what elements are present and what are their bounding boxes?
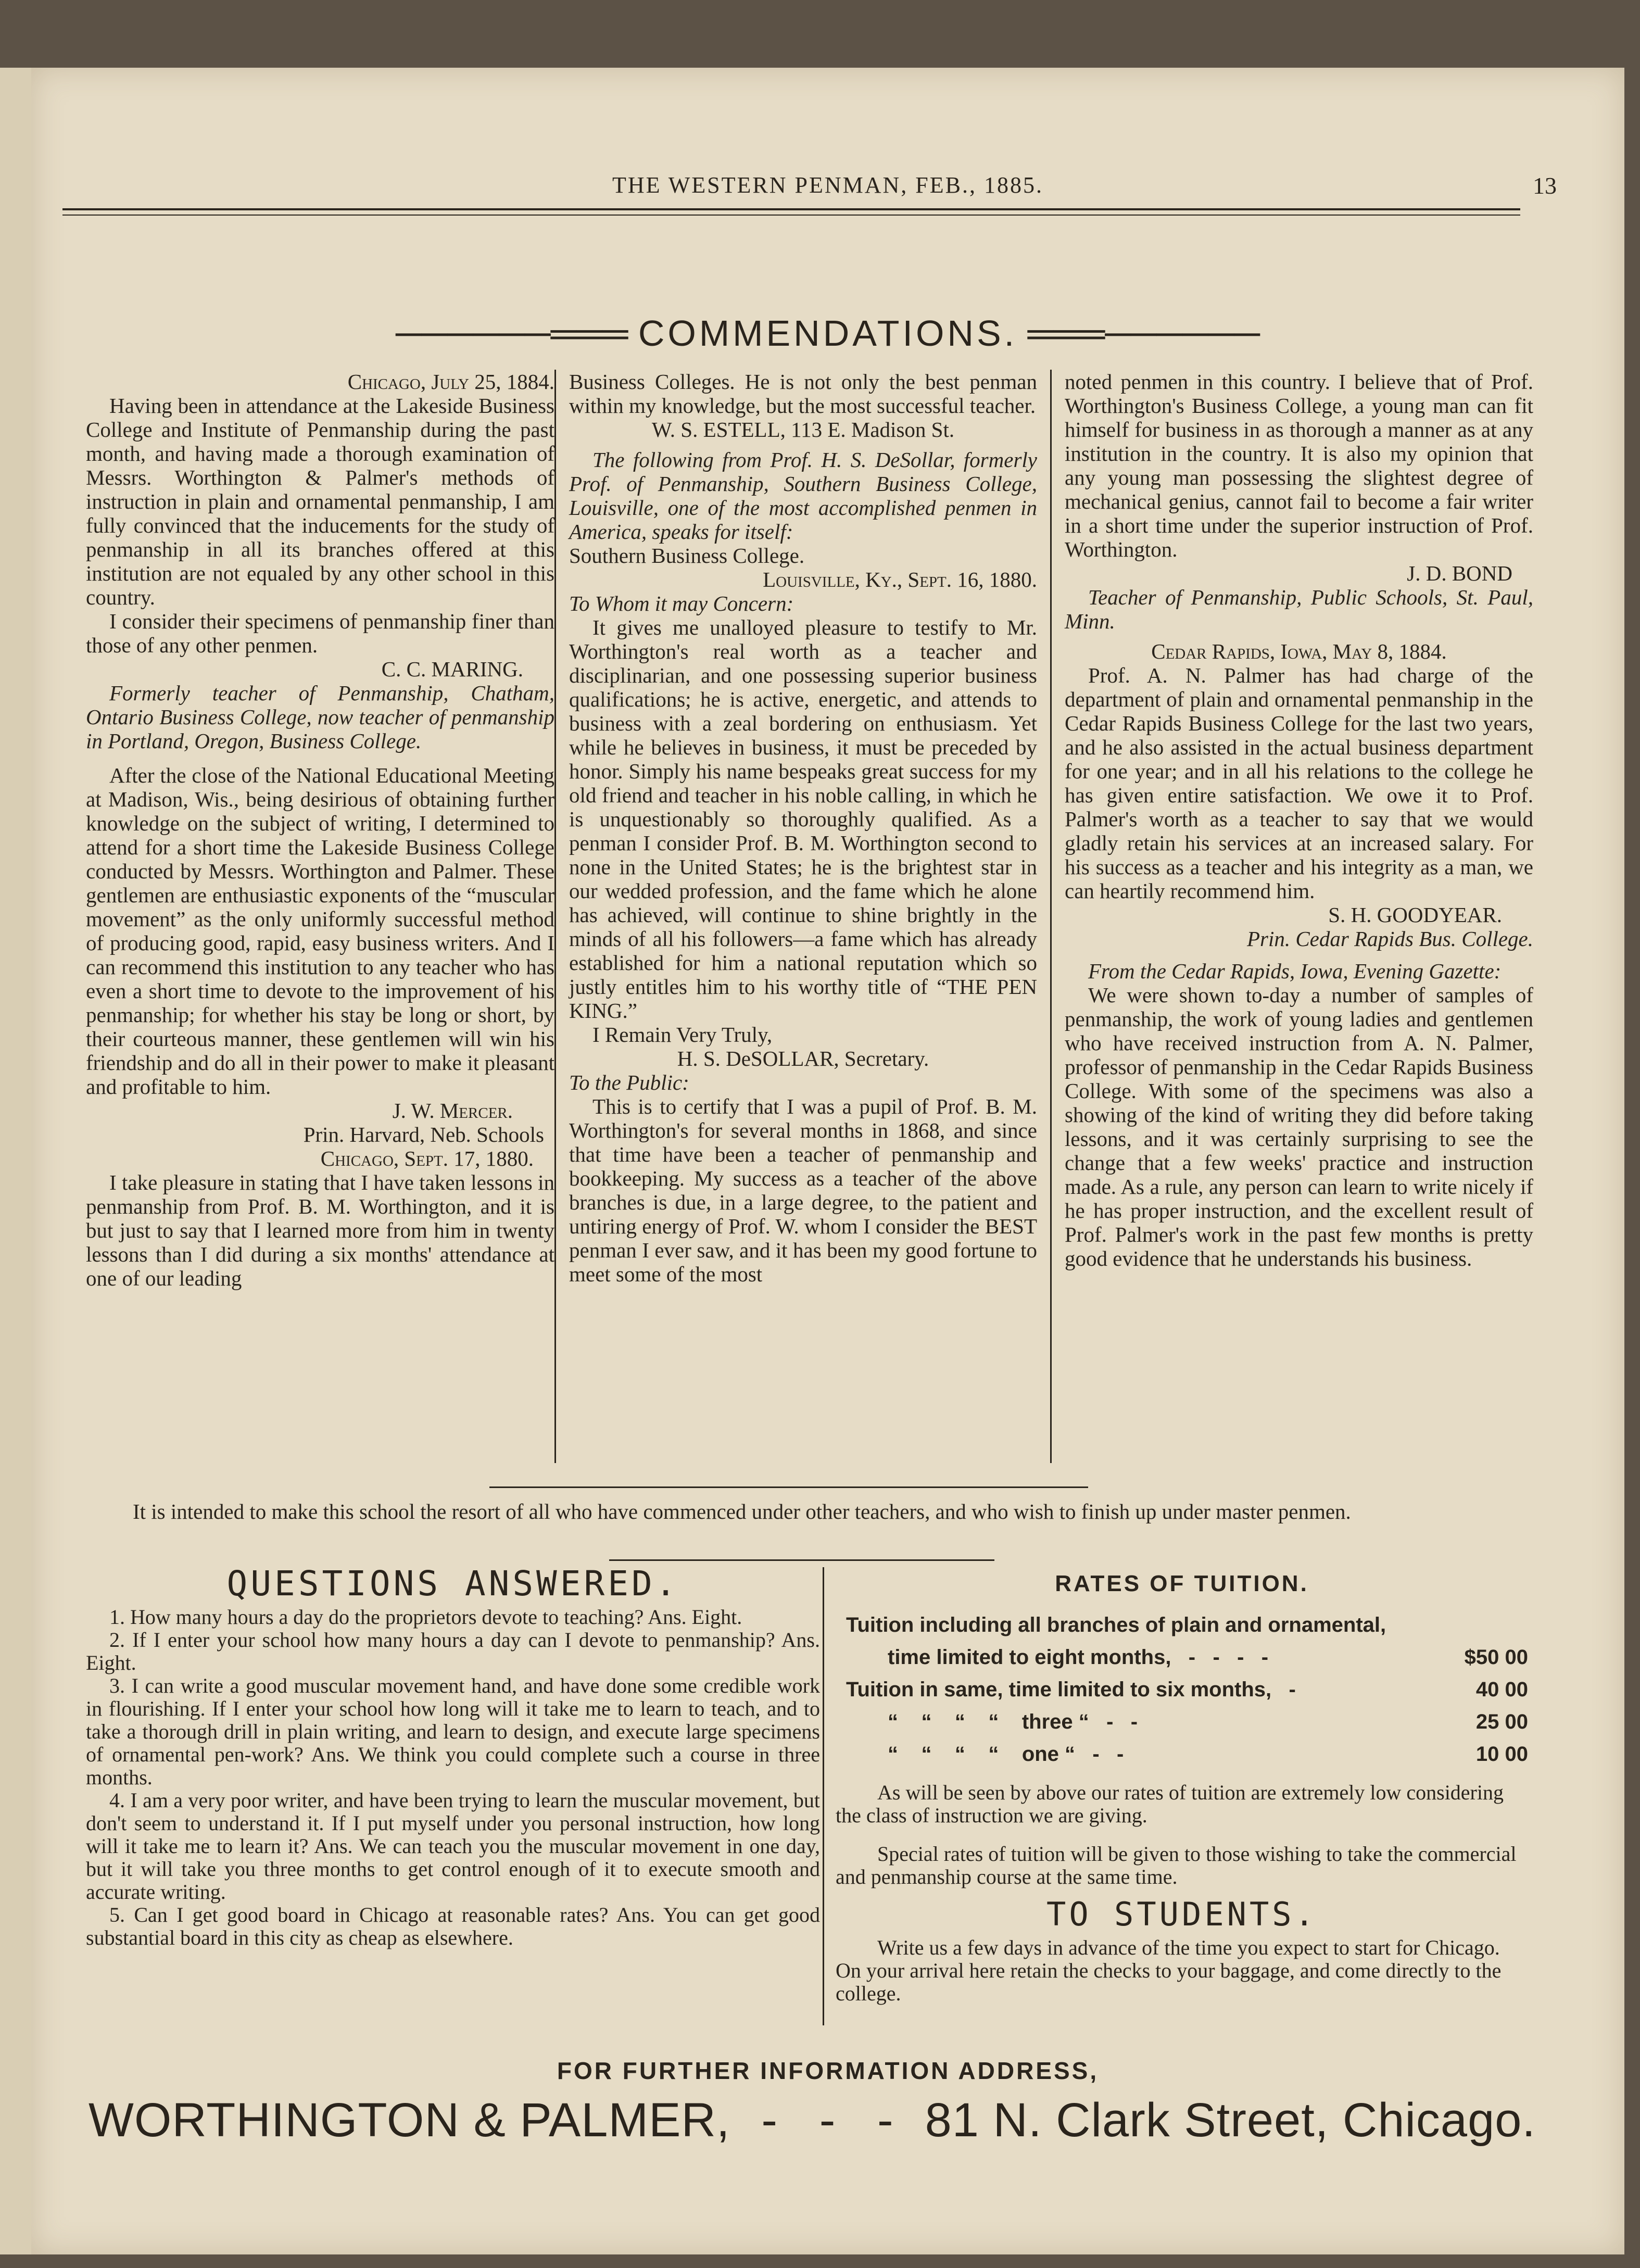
further-info: FOR FURTHER INFORMATION ADDRESS, [557, 2057, 1099, 2084]
column-divider [823, 1567, 824, 2025]
dateline: Chicago, July 25, 1884. [347, 370, 554, 394]
separator [489, 1486, 1088, 1488]
company-name: WORTHINGTON & PALMER, [89, 2094, 730, 2147]
signature: J. W. Mercer. [392, 1099, 513, 1123]
paragraph: Business Colleges. He is not only the best penman within my knowledge, but the most successful teacher. [569, 370, 1037, 418]
salutation: To Whom it may Concern: [569, 591, 794, 615]
footer-address [89, 2093, 1536, 2148]
signature-title: Prin. Harvard, Neb. Schools [303, 1123, 544, 1146]
column-3 [1054, 370, 1533, 1270]
dateline: Louisville, Ky., Sept. 16, 1880. [763, 568, 1037, 591]
running-title: THE WESTERN PENMAN, FEB., 1885. [612, 172, 1043, 198]
rates-note: Special rates of tuition will be given to those wishing to take the commercial and penmanship course at the same time. [836, 1842, 1517, 1888]
signature: S. H. GOODYEAR. [1328, 903, 1502, 927]
salutation: To the Public: [569, 1070, 689, 1094]
paragraph: We were shown to-day a number of samples of penmanship, the work of young ladies and gentlemen who have received instruction from A. N. Palmer, professor of penmanship in the Cedar Rapids Business College. With some of the specimens was also a showing of the kind of writing they did before taking lessons, and it was certainly surprising to see the change that a few weeks' practice and instruction made. As a rule, any person can learn to write nicely if he has proper instruction, and the excellent result of Prof. Palmer's work in the past few months is pretty good evidence that he understands his business. [1065, 983, 1533, 1270]
paragraph: It gives me unalloyed pleasure to testify to Mr. Worthington's real worth as a teacher and disciplinarian, and one possessing superior business qualifications; he is active, energetic, and attends to business with a zeal bordering on enthusiasm. Yet while he believes in business, it must be preceded by honor. Simply his name bespeaks great success for my old friend and teacher in his noble calling, in which he is unquestionably so thoroughly qualified. As a penman I consider Prof. B. M. Worthington second to none in the United States; he is the brightest star in our wedded profession, and the fame which he alone has achieved, will continue to shine brightly in the minds of all his followers—a fame which has already established for him a national reputation which so justly entitles him to his worthy title of “THE PEN KING.” [569, 615, 1037, 1023]
paragraph: I take pleasure in stating that I have taken lessons in penmanship from Prof. B. M. Worthington, and it is but just to say that I learned more from him in twenty lessons than I did during a six months' attendance at one of our leading [86, 1170, 554, 1290]
previous-page-edge [0, 68, 31, 2254]
signature: J. D. BOND [1407, 561, 1512, 585]
paragraph: noted penmen in this country. I believe that of Prof. Worthington's Business College, a young man can fit himself for business in as thorough a manner as at any institution in the country. It is also my opinion that any young man possessing the slightest degree of mechanical genius, cannot fail to become a fair writer in a short time under the superior instruction of Prof. Worthington. [1065, 370, 1533, 561]
question: 1. How many hours a day do the proprietors devote to teaching? Ans. Eight. [109, 1605, 742, 1629]
paragraph: Having been in attendance at the Lakeside Business College and Institute of Penmanship during the past month, and having made a thorough examination of Messrs. Worthington & Palmer's methods of instruction in plain and ornamental penmanship, I am fully convinced that the inducements for the study of penmanship in all its branches offered at this institution are not equaled by any other school in this country. [86, 394, 554, 609]
rate-row [836, 1646, 1528, 1669]
rate-row [836, 1678, 1528, 1701]
section-title-text: COMMENDATIONS. [638, 313, 1018, 354]
paragraph: Prof. A. N. Palmer has had charge of the department of plain and ornamental penmanship in the Cedar Rapids Business College for the last two years, and he also assisted in the actual business department for one year; and in all his relations to the college he has given entire satisfaction. We owe it to Prof. Palmer's worth as a teacher to say that we would gladly retain his services at an increased salary. For his success as a teacher and his integrity as a man, we can heartily recommend him. [1065, 663, 1533, 903]
rates-note: As will be seen by above our rates of tuition are extremely low considering the class of instruction we are giving. [836, 1781, 1504, 1827]
rate-label: Tuition in same, time limited to six months, - [846, 1678, 1296, 1701]
paragraph: I consider their specimens of penmanship finer than those of any other penmen. [86, 609, 554, 657]
students-heading: TO STUDENTS. [1046, 1895, 1317, 1933]
rate-row [836, 1710, 1528, 1733]
rate-label: “ “ “ “ three “ - - [888, 1710, 1138, 1733]
rate-row [836, 1743, 1528, 1766]
header-rule [62, 208, 1520, 210]
dateline: Chicago, Sept. 17, 1880. [320, 1146, 534, 1170]
intro: The following from Prof. H. S. DeSollar, formerly Prof. of Penmanship, Southern Business College, Louisville, one of the most accomplished penmen in America, speaks for itself: [569, 448, 1037, 544]
rate-value: $50 00 [1464, 1646, 1528, 1669]
signature-title: Prin. Cedar Rapids Bus. College. [1246, 927, 1533, 951]
rates-section [836, 1572, 1528, 2005]
header-rule-thin [62, 215, 1520, 216]
signature-title: Formerly teacher of Penmanship, Chatham, Ontario Business College, now teacher of penmanship in Portland, Oregon, Business College. [86, 681, 554, 753]
rates-heading: RATES OF TUITION. [1055, 1571, 1309, 1596]
separator [609, 1559, 994, 1561]
rate-label: time limited to eight months, - - - - [888, 1646, 1269, 1669]
footer-dashes: - - - [761, 2094, 894, 2147]
questions-section [86, 1564, 820, 1949]
paragraph: This is to certify that I was a pupil of Prof. B. M. Worthington's for several months in 1868, and since that time have been a teacher of penmanship and bookkeeping. My success as a teacher of the above branches is due, in a large degree, to the patient and untiring energy of Prof. W. whom I consider the BEST penman I ever saw, and it has been my good fortune to meet some of the most [569, 1094, 1037, 1286]
signature: W. S. ESTELL, 113 E. Madison St. [651, 418, 955, 442]
dateline: Cedar Rapids, Iowa, May 8, 1884. [1151, 639, 1447, 663]
column-2 [554, 370, 1052, 1463]
page-number: 13 [1533, 172, 1557, 199]
source: From the Cedar Rapids, Iowa, Evening Gazette: [1088, 959, 1502, 983]
closing: I Remain Very Truly, [592, 1023, 773, 1047]
column-1 [86, 370, 554, 1290]
question: 4. I am a very poor writer, and have been trying to learn the muscular movement, but don't seem to understand it. If I put myself under you personal instruction, how long will it take me to learn it? Ans. We can teach you the muscular movement in one day, but it will take you three months to get control enough of it to execute smooth and accurate writing. [86, 1788, 820, 1904]
rate-label: “ “ “ “ one “ - - [888, 1743, 1124, 1766]
street-address: 81 N. Clark Street, Chicago. [925, 2094, 1536, 2147]
question: 5. Can I get good board in Chicago at reasonable rates? Ans. You can get good substantial board in this city as cheap as elsewhere. [86, 1903, 820, 1949]
rate-value: 25 00 [1475, 1710, 1528, 1733]
rate-value: 40 00 [1475, 1678, 1528, 1701]
questions-heading: QUESTIONS ANSWERED. [226, 1564, 679, 1604]
rates-intro: Tuition including all branches of plain and ornamental, [846, 1614, 1386, 1636]
page [31, 68, 1624, 2254]
notice: It is intended to make this school the resort of all who have commenced under other teachers, and who wish to finish up under master penmen. [133, 1500, 1351, 1523]
signature: C. C. MARING. [381, 657, 523, 681]
signature-title: Teacher of Penmanship, Public Schools, St. Paul, Minn. [1065, 585, 1533, 633]
signature: H. S. DeSOLLAR, Secretary. [677, 1047, 929, 1070]
school-name: Southern Business College. [569, 544, 805, 568]
section-title: ──────═══ COMMENDATIONS. ═══────── [396, 313, 1260, 354]
rate-value: 10 00 [1475, 1743, 1528, 1766]
question: 3. I can write a good muscular movement hand, and have done some credible work in flourishing. If I enter your school how long will it take me to learn to teach, and to take a thorough drill in plain writing, and learn to design, and execute large specimens of ornamental pen-work? Ans. We think you could complete such a course in three months. [86, 1674, 820, 1789]
question: 2. If I enter your school how many hours a day can I devote to penmanship? Ans. Eight. [86, 1628, 820, 1674]
students-text: Write us a few days in advance of the time you expect to start for Chicago. On your arrival here retain the checks to your baggage, and come directly to the college. [836, 1936, 1502, 2005]
paragraph: After the close of the National Educational Meeting at Madison, Wis., being desirious of obtaining further knowledge on the subject of writing, I determined to attend for a short time the Lakeside Business College conducted by Messrs. Worthington and Palmer. These gentlemen are enthusiastic exponents of the “muscular movement” as the only uniformly successful method of producing good, rapid, easy business writers. And I can recommend this institution to any teacher who has even a short time to devote to the improvement of his penmanship; for whether his stay be long or short, by their courteous manner, these gentlemen will win his friendship and do all in their power to make it pleasant and profitable to him. [86, 763, 554, 1099]
